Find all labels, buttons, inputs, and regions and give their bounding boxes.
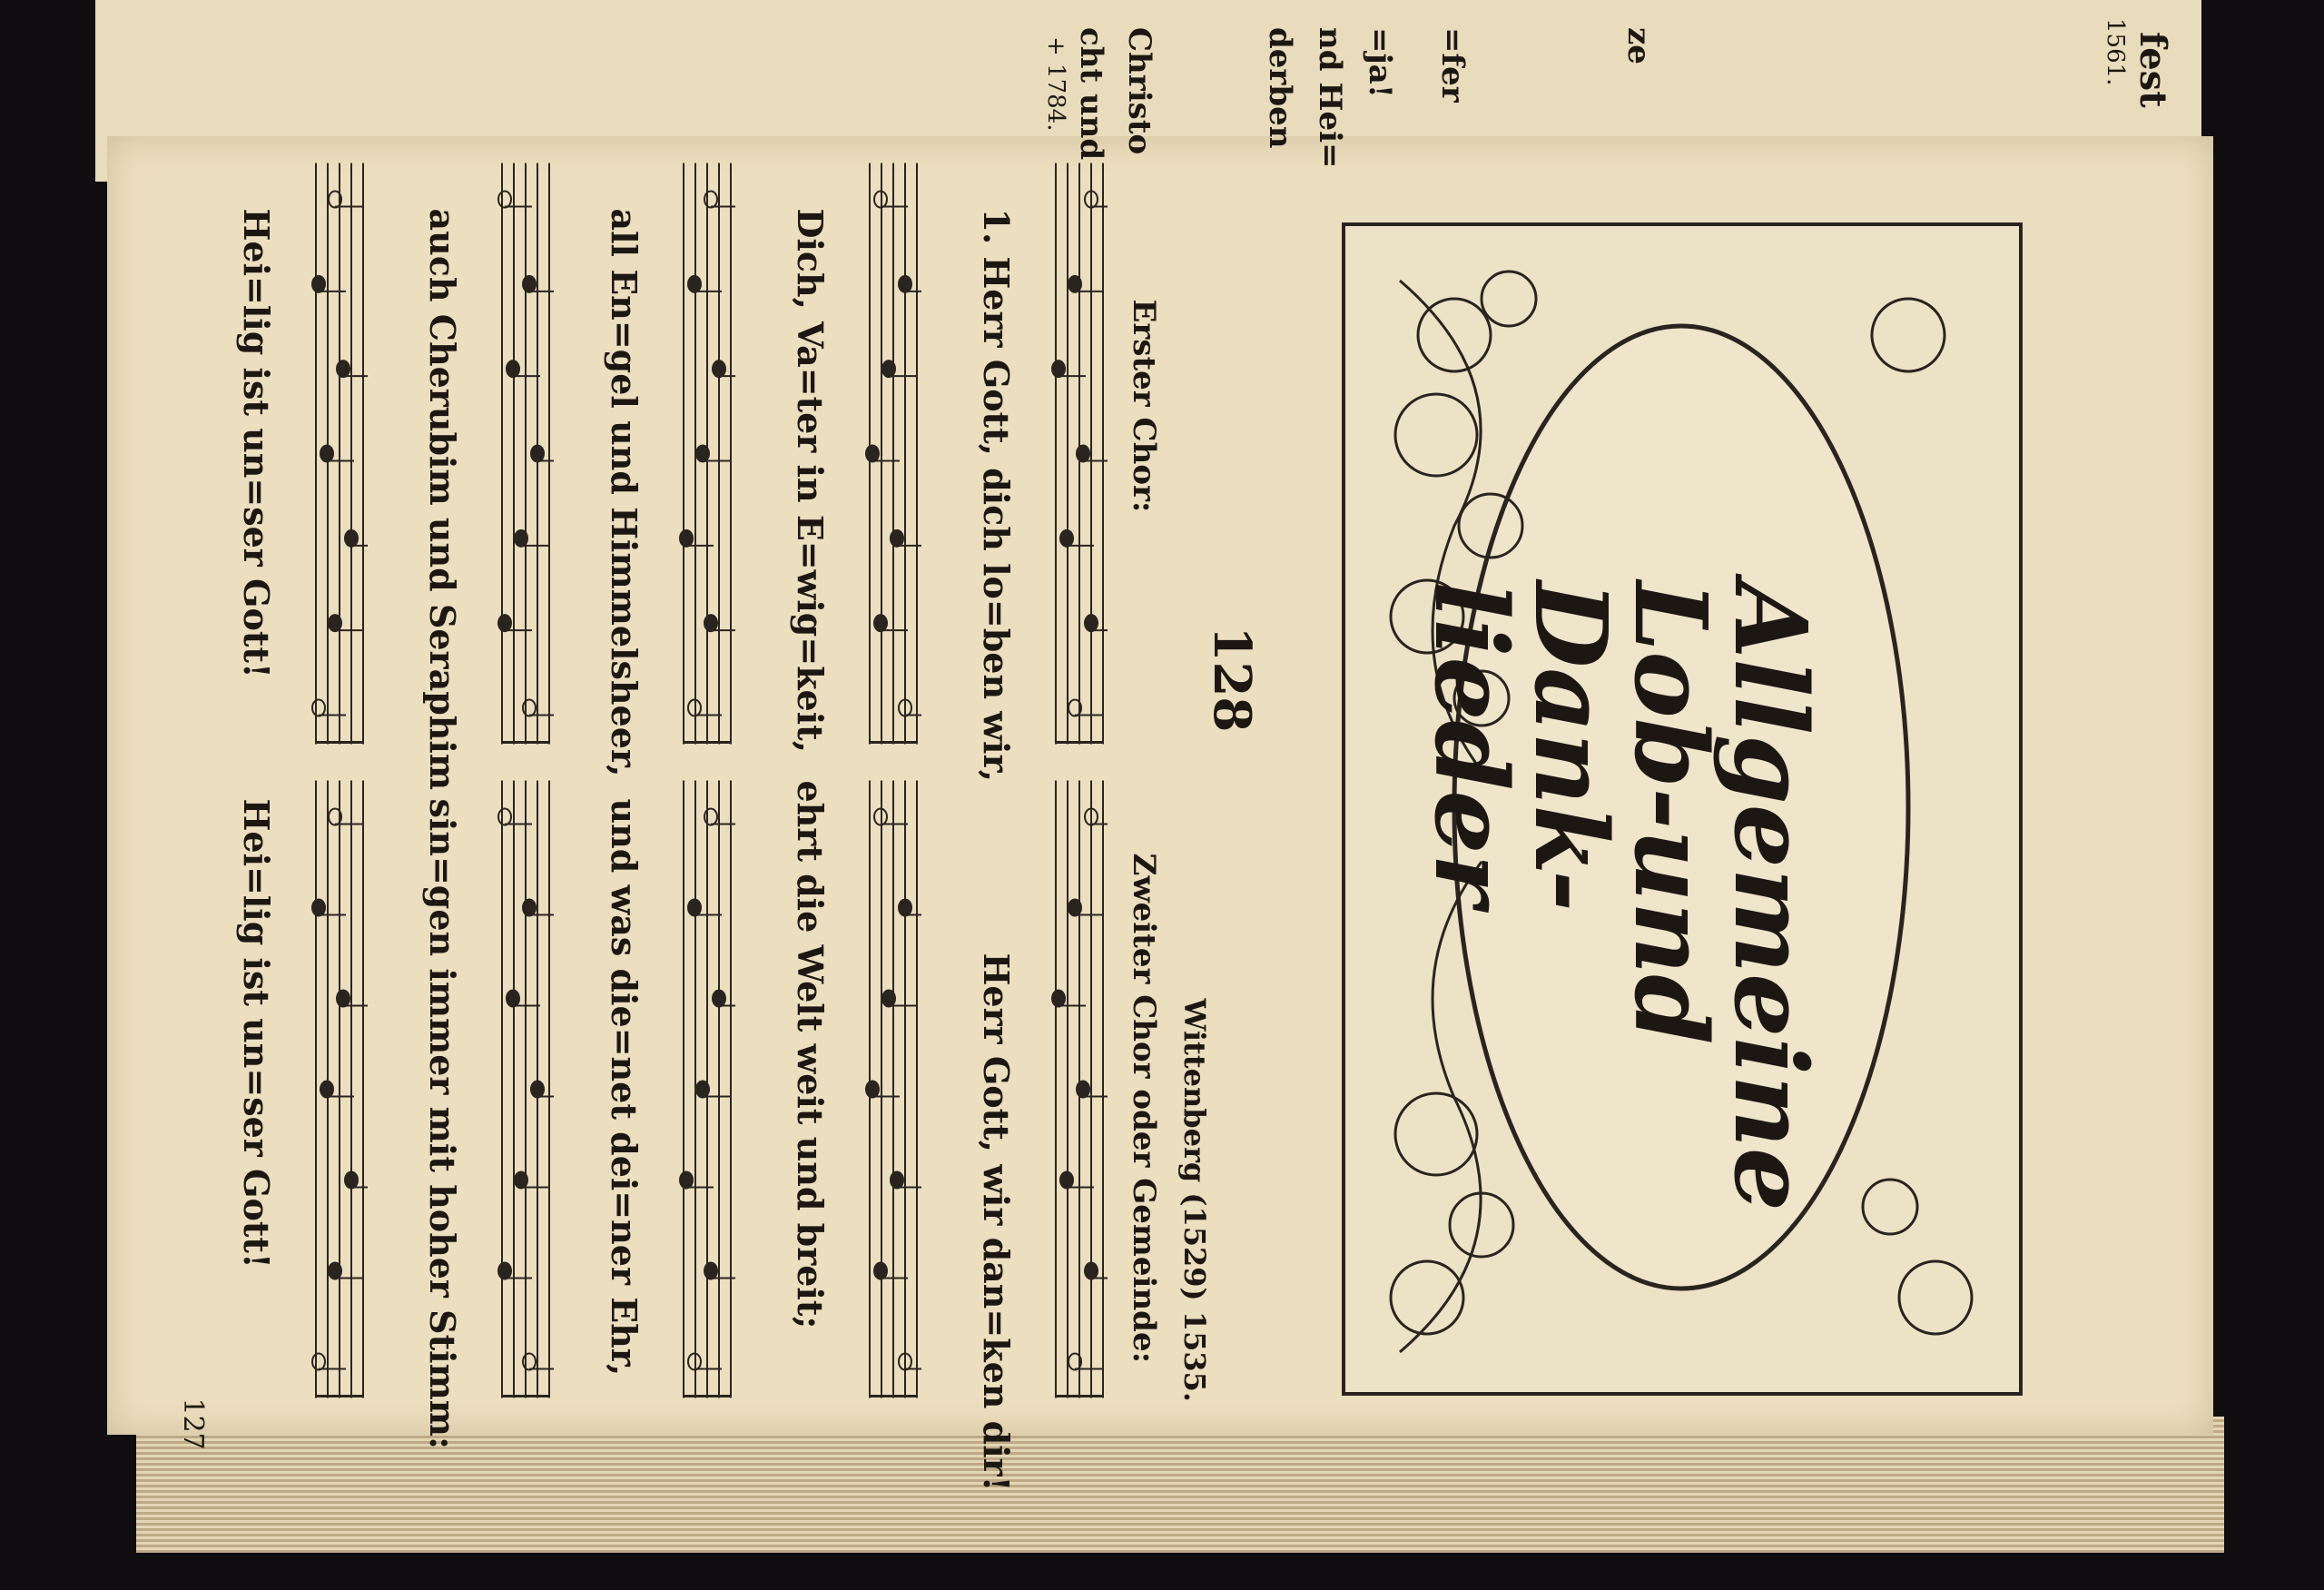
note-head: [713, 991, 725, 1007]
note-head: [688, 276, 701, 292]
note-head: [899, 276, 911, 292]
note-head: [1060, 530, 1073, 547]
note-head: [882, 991, 895, 1007]
music-staff: [490, 781, 554, 1398]
note-head: [498, 1263, 511, 1279]
section-title: Allgemeine Lob-und Dank-lieder: [1413, 581, 1829, 1211]
music-staff: [1044, 163, 1108, 745]
lyric-line-left: all En=gel und Himmelsheer,: [604, 208, 645, 777]
note-head: [498, 615, 511, 631]
prev-word: + 1784.: [1042, 36, 1069, 132]
lyric-line-left: Hei=lig ist un=ser Gott!: [236, 208, 277, 678]
note-head: [329, 615, 341, 631]
prev-word: nd Hei=: [1312, 27, 1348, 169]
note-head: [312, 900, 325, 916]
note-head: [866, 446, 879, 462]
lyric-line-left: Dich, Va=ter in E=wig=keit,: [790, 208, 831, 753]
note-head: [498, 809, 511, 825]
note-head: [899, 900, 911, 916]
prev-word: =fer: [1434, 27, 1471, 103]
note-head: [329, 1263, 341, 1279]
lyric-line-right: und was die=net dei=ner Ehr,: [604, 798, 645, 1377]
note-head: [713, 360, 725, 377]
note-head: [1068, 900, 1081, 916]
note-head: [320, 1081, 333, 1098]
second-choir-label: Zweiter Chor oder Gemeinde:: [1126, 853, 1162, 1364]
note-head: [345, 1172, 358, 1189]
note-head: [1077, 1081, 1089, 1098]
note-head: [1085, 615, 1098, 631]
note-head: [312, 1354, 325, 1370]
prev-word: ze: [1620, 27, 1657, 64]
note-head: [1085, 1263, 1098, 1279]
note-head: [312, 700, 325, 716]
note-head: [688, 900, 701, 916]
note-head: [696, 1081, 709, 1098]
music-staff: [1044, 781, 1108, 1398]
prev-word: cht und: [1073, 27, 1109, 161]
first-choir-label: Erster Chor:: [1126, 299, 1162, 513]
prev-year-fragment: 1561.: [2102, 18, 2129, 86]
note-head: [866, 1081, 879, 1098]
prev-word: derben: [1262, 27, 1298, 149]
note-head: [523, 276, 536, 292]
note-head: [891, 530, 903, 547]
lyric-line-right: ehrt die Welt weit und breit;: [790, 780, 831, 1329]
music-staff: [672, 163, 735, 745]
note-head: [337, 991, 350, 1007]
page-number: 127: [177, 1397, 209, 1450]
note-head: [312, 276, 325, 292]
lyric-line-right: sin=gen immer mit hoher Stimm:: [422, 798, 463, 1450]
note-head: [337, 360, 350, 377]
note-head: [874, 615, 887, 631]
hymn-source: Wittenberg (1529) 1535.: [1177, 998, 1212, 1403]
note-head: [1077, 446, 1089, 462]
note-head: [523, 900, 536, 916]
note-head: [882, 360, 895, 377]
note-head: [320, 446, 333, 462]
note-head: [515, 1172, 527, 1189]
note-head: [874, 1263, 887, 1279]
note-head: [498, 192, 511, 208]
note-head: [515, 530, 527, 547]
lyric-line-right: Hei=lig ist un=ser Gott!: [236, 798, 277, 1269]
music-staff: [304, 163, 368, 745]
note-head: [1068, 276, 1081, 292]
note-head: [1052, 360, 1065, 377]
note-head: [704, 615, 717, 631]
lyric-line-left: auch Cherubim und Seraphim: [422, 208, 463, 791]
lyric-line-left: 1. Herr Gott, dich lo=ben wir,: [976, 208, 1017, 782]
note-head: [680, 530, 693, 547]
note-head: [531, 446, 544, 462]
hymn-number: 128: [1202, 626, 1262, 733]
music-staff: [490, 163, 554, 745]
note-head: [1052, 991, 1065, 1007]
note-head: [507, 360, 519, 377]
music-staff: [858, 163, 921, 745]
lyric-line-right: Herr Gott, wir dan=ken dir!: [976, 953, 1017, 1492]
note-head: [891, 1172, 903, 1189]
note-head: [696, 446, 709, 462]
note-head: [507, 991, 519, 1007]
note-head: [345, 530, 358, 547]
prev-word: =ja!: [1362, 27, 1398, 98]
note-head: [1060, 1172, 1073, 1189]
note-head: [680, 1172, 693, 1189]
music-staff: [858, 781, 921, 1398]
prev-title-fragment: fest: [2132, 32, 2174, 108]
music-staff: [672, 781, 735, 1398]
prev-word: Christo: [1121, 27, 1157, 155]
note-head: [531, 1081, 544, 1098]
music-staff: [304, 781, 368, 1398]
note-head: [704, 1263, 717, 1279]
